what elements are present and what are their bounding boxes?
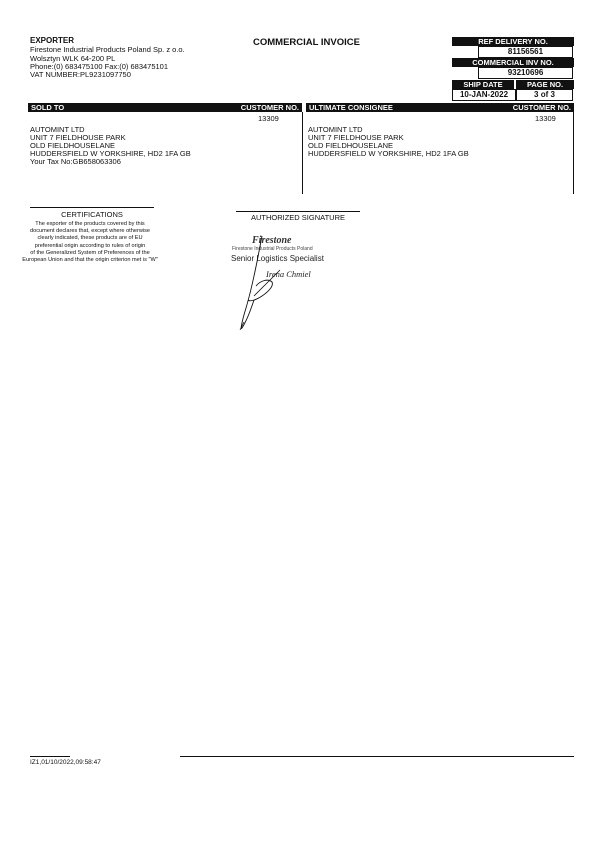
signature-rule [236, 211, 360, 212]
page-no-label: PAGE NO. [516, 80, 574, 89]
exporter-line-4: VAT NUMBER:PL9231097750 [30, 70, 131, 79]
consignee-header [306, 103, 574, 112]
sold-to-line-5: Your Tax No:GB658063306 [30, 157, 121, 166]
signer-name: Irena Chmiel [266, 269, 311, 279]
sold-to-line-2: UNIT 7 FIELDHOUSE PARK [30, 133, 126, 142]
ship-date-label: SHIP DATE [452, 80, 514, 89]
certifications-line-2: document declares that, except where otherwise [29, 228, 151, 235]
certifications-line-5: of the Generalized System of Preferences of the [30, 249, 150, 256]
exporter-heading: EXPORTER [30, 36, 75, 45]
sold-to-line-1: AUTOMINT LTD [30, 125, 85, 134]
ship-date-value: 10-JAN-2022 [452, 89, 516, 101]
ref-delivery-value: 81156561 [478, 46, 573, 58]
consignee-customer-no: 13309 [535, 114, 556, 123]
sold-to-line-3: OLD FIELDHOUSELANE [30, 141, 116, 150]
handwritten-signature [228, 226, 300, 338]
sold-to-border-right [302, 112, 303, 194]
consignee-line-3: OLD FIELDHOUSELANE [308, 141, 394, 150]
certifications-line-3: clearly indicated, these products are of EU [37, 235, 143, 242]
consignee-line-2: UNIT 7 FIELDHOUSE PARK [308, 133, 404, 142]
sold-to-customer-no: 13309 [258, 114, 279, 123]
consignee-customer-label: CUSTOMER NO. [512, 103, 571, 112]
document-title: COMMERCIAL INVOICE [253, 37, 360, 48]
page-no-value: 3 of 3 [516, 89, 573, 101]
consignee-line-1: AUTOMINT LTD [308, 125, 363, 134]
footer-rule-right [180, 756, 574, 757]
print-stamp: IZ1,01/10/2022,09:58:47 [30, 759, 101, 766]
certifications-line-1: The exporter of the products covered by this [35, 221, 145, 227]
signer-title: Senior Logistics Specialist [231, 254, 324, 263]
certifications-heading: CERTIFICATIONS [61, 210, 123, 219]
exporter-line-2: Wolsztyn WLK 64-200 PL [30, 54, 116, 63]
ref-delivery-label: REF DELIVERY NO. [452, 37, 574, 46]
sold-to-header [28, 103, 302, 112]
signature-heading: AUTHORIZED SIGNATURE [250, 213, 346, 222]
sold-to-line-4: HUDDERSFIELD W YORKSHIRE, HD2 1FA GB [30, 149, 191, 158]
exporter-line-3: Phone:(0) 683475100 Fax:(0) 683475101 [30, 62, 169, 71]
sold-to-customer-label: CUSTOMER NO. [240, 103, 299, 112]
sold-to-heading: SOLD TO [31, 103, 65, 112]
consignee-border-right [573, 112, 574, 194]
footer-rule-left [30, 756, 70, 757]
certifications-rule [30, 207, 154, 208]
certifications-line-4: preferential origin according to rules of origin [34, 242, 146, 249]
certifications-text [14, 221, 166, 264]
exporter-line-1: Firestone Industrial Products Poland Sp. z o.o. [30, 45, 185, 54]
consignee-heading: ULTIMATE CONSIGNEE [309, 103, 393, 112]
stamp-brand: Firestone [252, 235, 292, 246]
commercial-inv-label: COMMERCIAL INV NO. [452, 58, 574, 67]
stamp-company: Firestone Industrial Products Poland [232, 246, 313, 252]
consignee-line-4: HUDDERSFIELD W YORKSHIRE, HD2 1FA GB [308, 149, 469, 158]
certifications-line-6: European Union and that the origin criterion met is "W" [22, 257, 158, 264]
commercial-inv-value: 93210696 [478, 67, 573, 79]
